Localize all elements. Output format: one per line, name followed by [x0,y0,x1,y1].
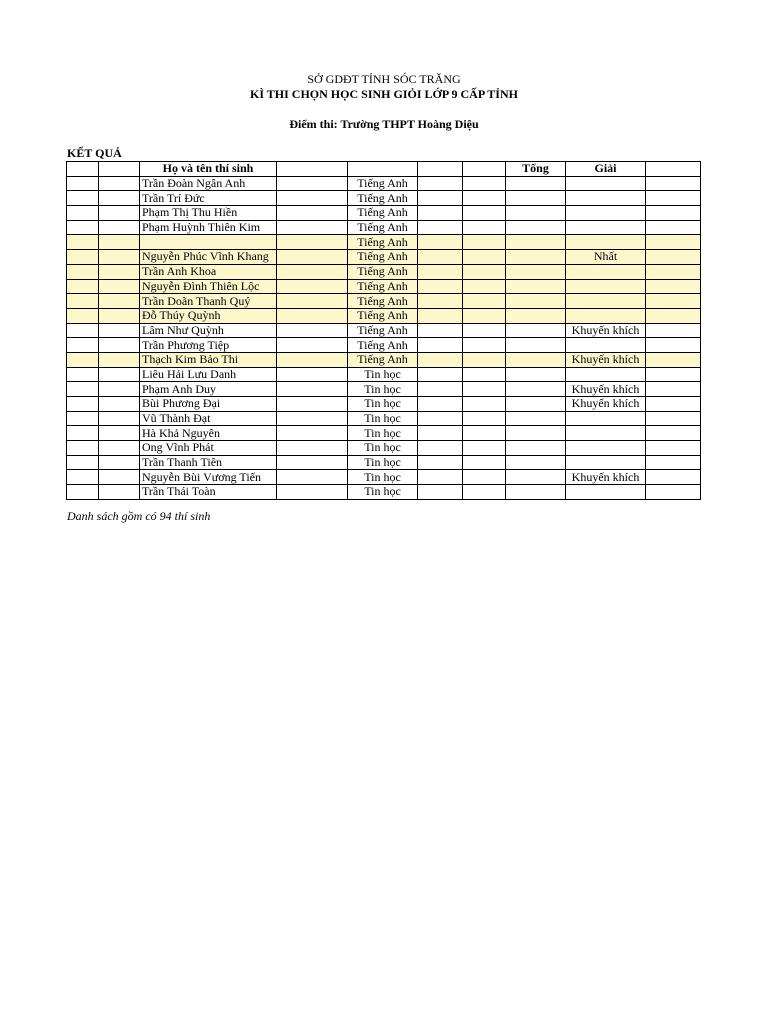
empty-cell [646,235,701,250]
empty-cell [99,323,140,338]
table-row [67,294,701,309]
empty-cell [418,191,463,206]
empty-cell [67,441,99,456]
table-row [67,441,701,456]
column-header [463,162,506,177]
empty-cell [463,264,506,279]
candidate-name-cell: Trần Thanh Tiên [140,455,277,470]
empty-cell [506,191,566,206]
table-row [67,206,701,221]
column-header: Giải [566,162,646,177]
table-row [67,264,701,279]
empty-cell [463,220,506,235]
empty-cell [99,279,140,294]
empty-cell [418,220,463,235]
candidate-name-cell: Nguyễn Bùi Vương Tiến [140,470,277,485]
empty-cell [646,470,701,485]
subject-cell: Tiếng Anh [348,338,418,353]
empty-cell [506,323,566,338]
empty-cell [67,338,99,353]
empty-cell [67,455,99,470]
empty-cell [646,352,701,367]
empty-cell [277,352,348,367]
empty-cell [463,411,506,426]
candidate-name-cell: Phạm Thị Thu Hiền [140,206,277,221]
empty-cell [646,220,701,235]
empty-cell [506,411,566,426]
empty-cell [646,441,701,456]
subject-cell: Tin học [348,367,418,382]
candidate-name-cell: Đỗ Thúy Quỳnh [140,308,277,323]
empty-cell [67,367,99,382]
empty-cell [463,367,506,382]
table-row [67,250,701,265]
subject-cell: Tin học [348,426,418,441]
empty-cell [418,470,463,485]
prize-cell [566,411,646,426]
empty-cell [67,206,99,221]
prize-cell [566,338,646,353]
empty-cell [646,264,701,279]
empty-cell [99,411,140,426]
candidate-name-cell: Bùi Phương Đại [140,397,277,412]
table-row [67,485,701,500]
empty-cell [67,220,99,235]
candidate-name-cell: Phạm Huỳnh Thiên Kim [140,220,277,235]
table-row [67,411,701,426]
empty-cell [646,250,701,265]
empty-cell [418,338,463,353]
empty-cell [99,264,140,279]
empty-cell [99,220,140,235]
empty-cell [506,352,566,367]
empty-cell [418,426,463,441]
candidate-name-cell: Trần Phương Tiệp [140,338,277,353]
prize-cell: Khuyến khích [566,382,646,397]
empty-cell [67,250,99,265]
results-table [66,161,701,500]
empty-cell [646,279,701,294]
empty-cell [99,382,140,397]
empty-cell [99,352,140,367]
subject-cell: Tiếng Anh [348,206,418,221]
empty-cell [277,426,348,441]
table-header-row [67,162,701,177]
empty-cell [277,191,348,206]
empty-cell [67,235,99,250]
empty-cell [463,441,506,456]
empty-cell [646,367,701,382]
subject-cell: Tin học [348,411,418,426]
empty-cell [418,485,463,500]
column-header [277,162,348,177]
subject-cell: Tiếng Anh [348,235,418,250]
document-header-department: SỞ GDĐT TỈNH SÓC TRĂNG [307,72,461,86]
empty-cell [506,279,566,294]
candidate-name-cell: Nguyễn Phúc Vĩnh Khang [140,250,277,265]
empty-cell [277,308,348,323]
table-row [67,382,701,397]
candidate-name-cell: Trần Trí Đức [140,191,277,206]
table-row [67,220,701,235]
candidate-name-cell: Nguyễn Đình Thiên Lộc [140,279,277,294]
empty-cell [463,397,506,412]
subject-cell: Tin học [348,455,418,470]
document-header-exam-site: Điểm thi: Trường THPT Hoàng Diệu [289,117,479,131]
empty-cell [463,338,506,353]
prize-cell [566,367,646,382]
candidate-name-cell: Trần Anh Khoa [140,264,277,279]
empty-cell [277,367,348,382]
subject-cell: Tiếng Anh [348,191,418,206]
prize-cell: Nhất [566,250,646,265]
prize-cell [566,294,646,309]
empty-cell [463,206,506,221]
column-header [646,162,701,177]
empty-cell [506,264,566,279]
empty-cell [418,264,463,279]
prize-cell [566,426,646,441]
empty-cell [418,176,463,191]
results-section-label: KẾT QUẢ [67,146,122,160]
empty-cell [506,308,566,323]
prize-cell [566,485,646,500]
empty-cell [67,411,99,426]
candidate-name-cell: Lâm Như Quỳnh [140,323,277,338]
empty-cell [463,352,506,367]
empty-cell [277,206,348,221]
empty-cell [418,397,463,412]
empty-cell [277,323,348,338]
empty-cell [463,455,506,470]
candidate-name-cell: Ong Vĩnh Phát [140,441,277,456]
column-header [67,162,99,177]
empty-cell [463,323,506,338]
empty-cell [67,191,99,206]
column-header: Họ và tên thí sinh [140,162,277,177]
empty-cell [277,279,348,294]
candidate-name-cell: Hà Khả Nguyên [140,426,277,441]
empty-cell [506,250,566,265]
prize-cell [566,206,646,221]
empty-cell [99,485,140,500]
empty-cell [646,323,701,338]
prize-cell [566,191,646,206]
table-row [67,455,701,470]
empty-cell [463,250,506,265]
empty-cell [99,294,140,309]
empty-cell [506,338,566,353]
subject-cell: Tin học [348,382,418,397]
prize-cell: Khuyến khích [566,397,646,412]
prize-cell: Khuyến khích [566,323,646,338]
empty-cell [646,455,701,470]
empty-cell [99,470,140,485]
prize-cell: Khuyến khích [566,470,646,485]
empty-cell [67,470,99,485]
prize-cell [566,176,646,191]
prize-cell [566,264,646,279]
empty-cell [99,191,140,206]
empty-cell [277,176,348,191]
empty-cell [67,323,99,338]
subject-cell: Tiếng Anh [348,323,418,338]
empty-cell [463,382,506,397]
empty-cell [418,206,463,221]
empty-cell [418,352,463,367]
empty-cell [67,294,99,309]
subject-cell: Tin học [348,441,418,456]
empty-cell [646,294,701,309]
empty-cell [506,235,566,250]
empty-cell [646,382,701,397]
prize-cell [566,279,646,294]
candidate-name-cell: Phạm Anh Duy [140,382,277,397]
empty-cell [418,323,463,338]
empty-cell [67,352,99,367]
empty-cell [67,279,99,294]
empty-cell [277,294,348,309]
empty-cell [646,308,701,323]
empty-cell [277,455,348,470]
empty-cell [277,250,348,265]
empty-cell [418,250,463,265]
table-row [67,397,701,412]
empty-cell [418,411,463,426]
subject-cell: Tiếng Anh [348,250,418,265]
empty-cell [67,426,99,441]
empty-cell [646,176,701,191]
empty-cell [463,235,506,250]
empty-cell [463,191,506,206]
prize-cell: Khuyến khích [566,352,646,367]
empty-cell [99,250,140,265]
empty-cell [277,485,348,500]
empty-cell [277,411,348,426]
empty-cell [463,176,506,191]
candidate-name-cell: Vũ Thành Đạt [140,411,277,426]
empty-cell [463,470,506,485]
empty-cell [506,455,566,470]
empty-cell [99,338,140,353]
empty-cell [506,382,566,397]
table-row [67,176,701,191]
empty-cell [646,338,701,353]
candidate-name-cell [140,235,277,250]
prize-cell [566,308,646,323]
table-row [67,235,701,250]
document-header-exam-title: KÌ THI CHỌN HỌC SINH GIỎI LỚP 9 CẤP TỈNH [250,87,518,101]
column-header: Tổng [506,162,566,177]
empty-cell [67,308,99,323]
subject-cell: Tin học [348,397,418,412]
empty-cell [277,220,348,235]
subject-cell: Tiếng Anh [348,279,418,294]
subject-cell: Tin học [348,485,418,500]
empty-cell [277,382,348,397]
empty-cell [277,470,348,485]
empty-cell [646,485,701,500]
empty-cell [418,382,463,397]
table-row [67,191,701,206]
table-row [67,352,701,367]
empty-cell [506,426,566,441]
empty-cell [277,264,348,279]
candidate-name-cell: Trần Doãn Thanh Quý [140,294,277,309]
subject-cell: Tiếng Anh [348,352,418,367]
prize-cell [566,455,646,470]
prize-cell [566,235,646,250]
empty-cell [99,367,140,382]
subject-cell: Tiếng Anh [348,294,418,309]
table-row [67,426,701,441]
candidate-name-cell: Trần Thái Toàn [140,485,277,500]
column-header [348,162,418,177]
empty-cell [99,397,140,412]
candidate-name-cell: Trần Đoàn Ngân Anh [140,176,277,191]
empty-cell [99,206,140,221]
table-row [67,279,701,294]
empty-cell [506,485,566,500]
empty-cell [463,485,506,500]
empty-cell [506,470,566,485]
empty-cell [506,294,566,309]
subject-cell: Tiếng Anh [348,176,418,191]
column-header [418,162,463,177]
candidate-name-cell: Liêu Hải Lưu Danh [140,367,277,382]
empty-cell [463,308,506,323]
empty-cell [646,397,701,412]
empty-cell [646,411,701,426]
empty-cell [506,367,566,382]
table-row [67,308,701,323]
empty-cell [506,397,566,412]
empty-cell [99,455,140,470]
empty-cell [646,206,701,221]
empty-cell [418,455,463,470]
empty-cell [418,279,463,294]
empty-cell [418,294,463,309]
prize-cell [566,441,646,456]
column-header [99,162,140,177]
table-row [67,323,701,338]
candidate-count-note: Danh sách gồm có 94 thí sinh [67,509,211,523]
empty-cell [277,441,348,456]
subject-cell: Tin học [348,470,418,485]
table-row [67,367,701,382]
empty-cell [418,235,463,250]
subject-cell: Tiếng Anh [348,220,418,235]
empty-cell [277,397,348,412]
empty-cell [99,235,140,250]
empty-cell [99,308,140,323]
empty-cell [418,441,463,456]
empty-cell [67,485,99,500]
empty-cell [506,220,566,235]
empty-cell [463,294,506,309]
empty-cell [67,397,99,412]
empty-cell [418,308,463,323]
empty-cell [67,264,99,279]
empty-cell [99,426,140,441]
empty-cell [506,441,566,456]
table-row [67,338,701,353]
prize-cell [566,220,646,235]
table-row [67,470,701,485]
subject-cell: Tiếng Anh [348,308,418,323]
empty-cell [99,176,140,191]
empty-cell [463,279,506,294]
empty-cell [646,426,701,441]
empty-cell [67,176,99,191]
candidate-name-cell: Thạch Kim Bảo Thi [140,352,277,367]
empty-cell [99,441,140,456]
empty-cell [506,176,566,191]
empty-cell [277,235,348,250]
empty-cell [463,426,506,441]
subject-cell: Tiếng Anh [348,264,418,279]
empty-cell [67,382,99,397]
empty-cell [646,191,701,206]
empty-cell [506,206,566,221]
empty-cell [277,338,348,353]
empty-cell [418,367,463,382]
